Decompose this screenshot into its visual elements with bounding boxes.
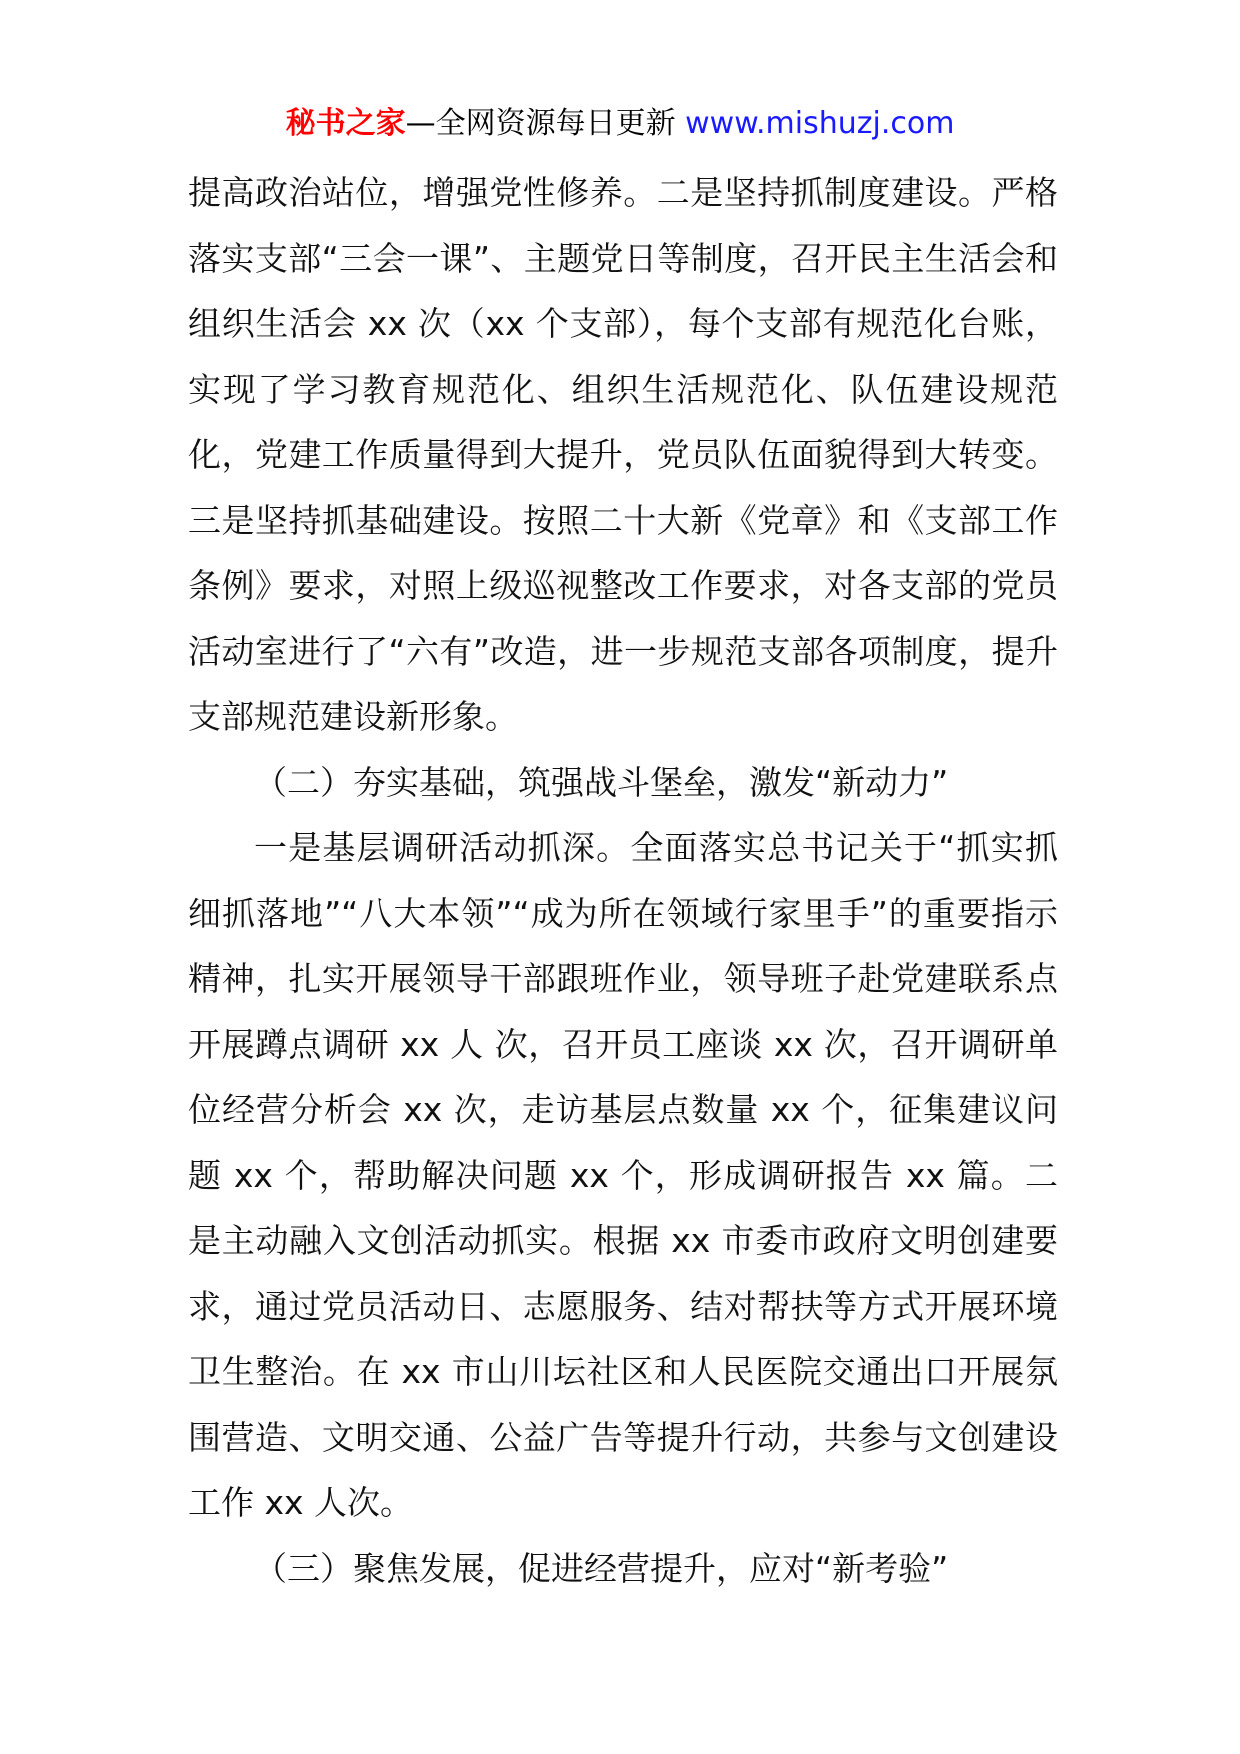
document-body bbox=[188, 160, 1058, 1601]
body-paragraph: 提高政治站位，增强党性修养。二是坚持抓制度建设。严格落实支部“三会一课”、主题党日等制度，召开民主生活会和组织生活会 xx 次（xx 个支部），每个支部有规范化台账，实现了学习教育规范化、组织生活规范化、队伍建设规范化，党建工作质量得到大提升，党员队伍面貌得到大转变。三是坚持抓基础建设。按照二十大新《党章》和《支部工作条例》要求，对照上级巡视整改工作要求，对各支部的党员活动室进行了“六有”改造，进一步规范支部各项制度，提升支部规范建设新形象。 bbox=[188, 173, 1058, 736]
body-paragraph: 一是基层调研活动抓深。全面落实总书记关于“抓实抓细抓落地”“八大本领”“成为所在领域行家里手”的重要指示精神，扎实开展领导干部跟班作业，领导班子赴党建联系点开展蹲点调研 xx 人 次，召开员工座谈 xx 次，召开调研单位经营分析会 xx 次，走访基层点数量 xx 个，征集建议问题 xx 个，帮助解决问题 xx 个，形成调研报告 xx 篇。二是主动融入文创活动抓实。根据 xx 市委市政府文明创建要求，通过党员活动日、志愿服务、结对帮扶等方式开展环境卫生整治。在 xx 市山川坛社区和人民医院交通出口开展氛围营造、文明交通、公益广告等提升行动，共参与文创建设工作 xx 人次。 bbox=[188, 828, 1058, 1522]
header-url-link[interactable]: www.mishuzj.com bbox=[685, 106, 955, 141]
header-brand: 秘书之家 bbox=[285, 106, 406, 141]
section-heading: （二）夯实基础，筑强战斗堡垒，激发“新动力” bbox=[254, 762, 949, 802]
section-heading: （三）聚焦发展，促进经营提升，应对“新考验” bbox=[254, 1548, 949, 1588]
header-tagline: —全网资源每日更新 bbox=[405, 106, 686, 141]
page-header bbox=[0, 104, 1240, 144]
